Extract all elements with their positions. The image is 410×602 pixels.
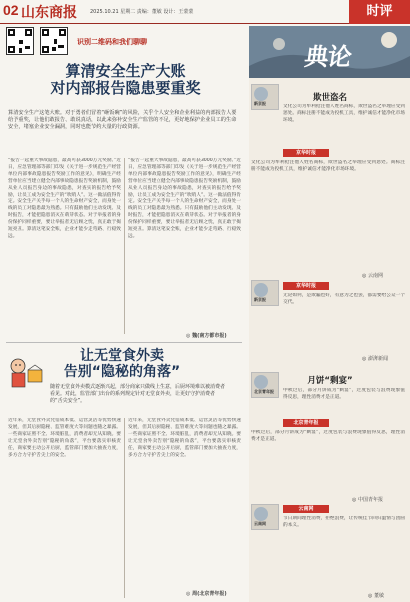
page-number: 02 [3,2,19,18]
sidebar-tag-2: 京华时报 [283,282,329,290]
avatar: 云南网 [251,504,279,530]
sidebar-title-1[interactable]: 欺世盗名 [312,93,347,103]
sidebar-tag-1: 京华时报 [283,149,329,157]
lead-headline-line2: 对内部报告隐患要重奖 [50,79,201,97]
sidebar-body-4: 节日期间理性消费，拒绝浪费，让传统佳节回归温情与团圆的本义。 [283,516,405,528]
qr-code-icon[interactable] [6,27,34,55]
sidebar-body-3b: 中秋过后，部分月饼成为“剩宴”，过度包装与浪费现象值得反思，理性消费才是正道。 [251,430,405,442]
lead-body-col1: “报告一起重大事故隐患，最高可获3000万元奖励。”近日，应急管理部等部门印发《关于进一步规范生产经营单位内部事故隐患报告奖励工作的意见》，明确生产经营单位应当建立健全内部事故隐患报告奖励机制，鼓励从业人员报告身边的事故隐患，对查实的报告给予奖励，让员工成为安全生产的“吹哨人”。这一做法值得肯定。安全生产关乎每一个人的生命财产安全，而身处一线的员工对隐患最为熟悉。只有鼓励他们主动发现、及时报告，才能把隐患消灭在萌芽状态。对于举报者的身份保护同样重要，要让举报者无后顾之忧，真正敢于揭短亮丑。算清这笔安全账，企业才能少走弯路、行稳致远。 [8,158,121,239]
lead-body-col2: “报告一起重大事故隐患，最高可获3000万元奖励。”近日，应急管理部等部门印发《关于进一步规范生产经营单位内部事故隐患报告奖励工作的意见》，明确生产经营单位应当建立健全内部事故隐患报告奖励机制，鼓励从业人员报告身边的事故隐患，对查实的报告给予奖励，让员工成为安全生产的“吹哨人”。这一做法值得肯定。安全生产关乎每一个人的生命财产安全，而身处一线的员工对隐患最为熟悉。只有鼓励他们主动发现、及时报告，才能把隐患消灭在萌芽状态。对于举报者的身份保护同样重要，要让举报者无后顾之忧，真正敢于揭短亮丑。算清这笔安全账，企业才能少走弯路、行稳致远。 [128,158,241,239]
second-body-col2: 近年来，无堂食外卖凭借成本低、运营灵活等优势快速发展，但其后厨隐秘、监管难度大等问题也随之暴露。一些商家证照不全、环境脏乱，消费者却无从知晓。要让无堂食外卖告别“隐秘的角落”，平台要落实审核责任，商家要主动公开后厨，监管部门要加大抽查力度，多方合力守护舌尖上的安全。 [128,418,241,458]
sidebar-byline-1: ◎ 云南网 [362,273,383,279]
sidebar-byline-2: ◎ 澎湃新闻 [362,356,388,362]
dateline: 2025.10.21 星期二 责编：董敏 设计：王蒙蒙 [90,9,194,15]
lead-lede: 算清安全生产这笔大账。对于勇者们冒着“砸饭碗”的风险，关乎个人安全和企业利益的内部报告人要给予重奖，让他们敢报告、敢说真话，以此来弥补安全生产监管的不足，更好地保护企业员工的生命安全，堵塞企业安全漏洞，同时也能节约大量的行政资源。 [8,110,237,130]
banner-title: 典论 [302,42,353,71]
story-divider [6,342,242,343]
lead-byline: ◎ 魏(南方都市报) [186,333,227,339]
second-headline-line2: 告别“隐秘的角落” [63,364,181,380]
second-body-col1: 近年来，无堂食外卖凭借成本低、运营灵活等优势快速发展，但其后厨隐秘、监管难度大等问题也随之暴露。一些商家证照不全、环境脏乱，消费者却无从知晓。要让无堂食外卖告别“隐秘的角落”，平台要落实审核责任，商家要主动公开后厨，监管部门要加大抽查力度，多方合力守护舌尖上的安全。 [8,418,121,458]
sidebar-body-3: 中秋过后，部分月饼成为“剩宴”，过度包装与浪费现象值得反思，理性消费才是正道。 [283,388,405,400]
sidebar-tag-4: 云南网 [283,505,329,513]
sidebar-tag-3: 北京青年报 [283,419,329,427]
masthead [0,0,410,24]
sidebar-body-2: 无论如何，是欺骗也好，有意为之也罢，都需要给公众一个交代。 [283,293,405,305]
avatar: 新京报 [251,280,279,306]
avatar: 新京报 [251,84,279,110]
lead-headline[interactable] [18,63,233,97]
sidebar-body-1b: 文化公司为牟利抢注他人姓名商标，欺世盗名之举理应受到惩处。商标注册不能成为投机工具，维护诚信才能净化市场环境。 [251,160,405,172]
slogan: 识别二维码和我们聊聊 [77,38,147,46]
column-divider [124,418,125,598]
sidebar-byline-4: ◎ 董敏 [368,593,384,599]
second-headline-line1: 让无堂食外卖 [80,348,164,364]
section-tag: 时评 [349,0,410,24]
paper-name: 山东商报 [21,5,77,21]
second-lede: 随着无堂食外卖模式逐渐兴起，部分商家只做线上生意，后厨环境难以被消费者看见。对此，监管部门出台的系列规定针对无堂食外卖，让更好守护消费者的“舌尖安全”。 [50,384,226,404]
sidebar-byline-3: ◎ 中国青年报 [352,497,383,503]
sidebar-body-1: 文化公司为牟利抢注他人姓名商标，欺世盗名之举理应受到惩处。商标注册不能成为投机工具，维护诚信才能净化市场环境。 [283,104,405,123]
sidebar-title-3[interactable]: 月饼“剩宴” [307,376,353,386]
sidebar-banner [249,26,410,78]
lead-headline-line1: 算清安全生产大账 [65,62,186,80]
avatar: 北京青年报 [251,372,279,398]
second-byline: ◎ 周(北京青年报) [186,591,227,597]
column-divider [124,158,125,334]
second-headline[interactable] [42,348,202,380]
qr-code-icon[interactable] [40,27,68,55]
